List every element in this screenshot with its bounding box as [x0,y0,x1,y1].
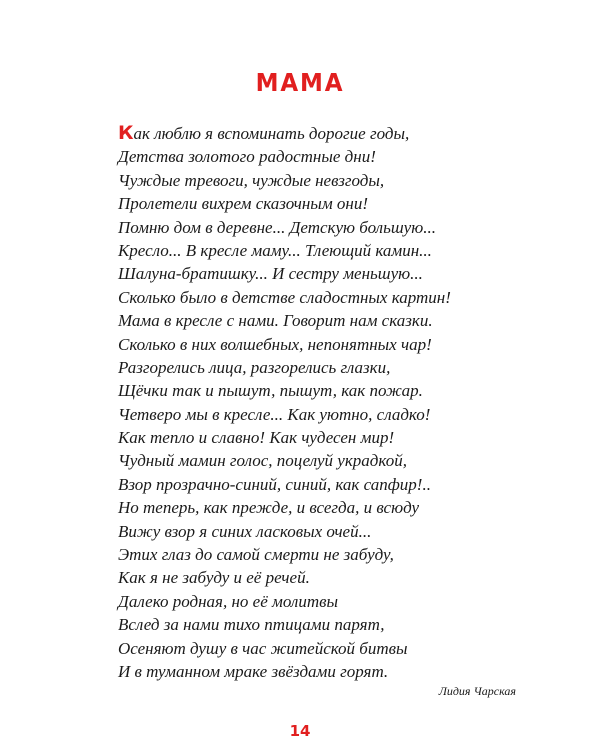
poem-line: Шалуна-братишку... И сестру меньшую... [118,264,423,284]
poem-line: Осеняют душу в час житейской битвы [118,638,408,658]
poem-line: Как тепло и славно! Как чудесен мир! [118,428,395,448]
poem-line: Далеко родная, но её молитвы [118,591,338,611]
poem-line: Кресло... В кресле маму... Тлеющий камин... [118,240,432,260]
poem-line: Чуждые тревоги, чуждые невзгоды, [118,170,385,190]
poem-line: Пролетели вихрем сказочным они! [118,194,369,214]
poem-line: Сколько в них волшебных, непонятных чар! [118,334,432,354]
author-signature: Лидия Чарская [438,684,516,698]
poem-line: Чудный мамин голос, поцелуй украдкой, [118,451,407,471]
poem-line: Щёчки так и пышут, пышут, как пожар. [118,381,423,401]
poem-line: Взор прозрачно-синий, синий, как сапфир!.. [118,474,431,494]
poem-line: Вижу взор я синих ласковых очей... [118,521,372,541]
poem-title: МАМА [255,68,345,97]
poem-line: Детства золотого радостные дни! [118,147,376,167]
poem-line: Как я не забуду и её речей. [118,568,310,588]
poem-line: Помню дом в деревне... Детскую большую... [118,217,436,237]
poem-line: Этих глаз до самой смерти не забуду, [118,545,394,565]
poem-line-text: ак люблю я вспоминать дорогие годы, [133,124,410,143]
poem-line [118,122,451,145]
drop-cap: К [118,122,134,144]
poem-line: Разгорелись лица, разгорелись глазки, [118,357,391,377]
poem-line: Но теперь, как прежде, и всегда, и всюду [118,498,420,518]
page-number: 14 [289,722,311,740]
poem-line: И в туманном мраке звёздами горят. [118,661,389,681]
poem-line: Четверо мы в кресле... Как уютно, сладко! [118,404,431,424]
poem-line: Мама в кресле с нами. Говорит нам сказки. [118,311,433,331]
poem-line: Сколько было в детстве сладостных картин! [118,287,451,307]
poem-line: Вслед за нами тихо птицами парят, [118,615,385,635]
poem-body [118,122,451,683]
